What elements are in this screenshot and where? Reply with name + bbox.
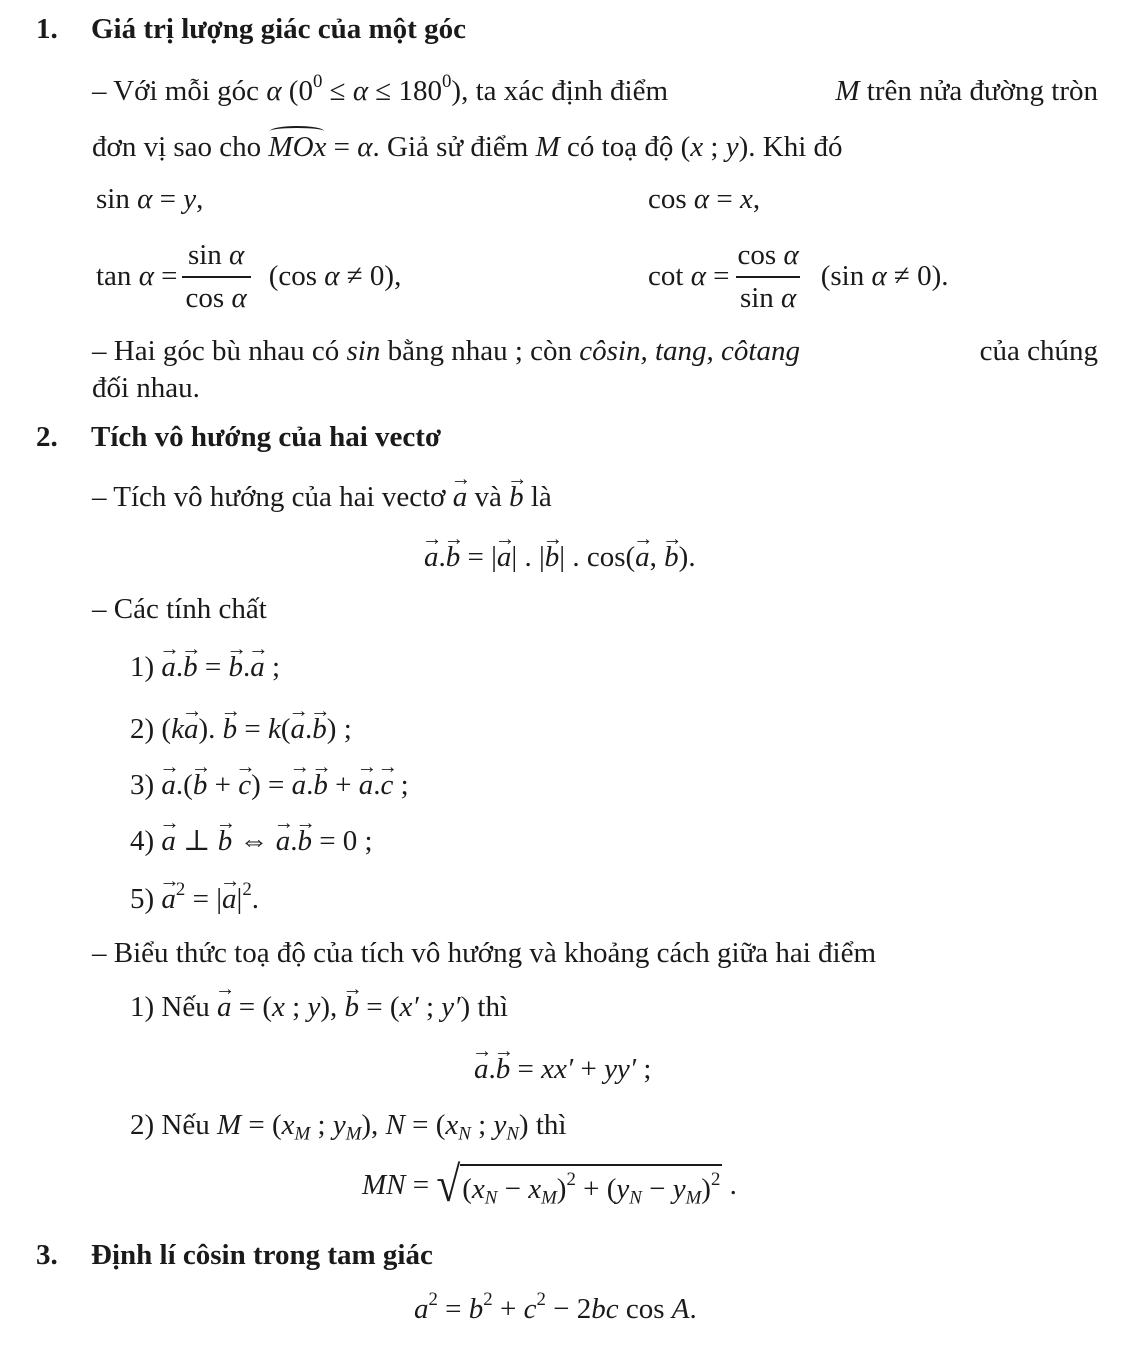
- cos-definition: cos α = x,: [648, 183, 761, 215]
- angle-mox: MOx: [268, 131, 327, 163]
- property-3: 3) → a.(→ b + → c) = → a.→ b + → a.→ c ;: [130, 768, 409, 803]
- property-5: $5) \to a^2$ = |→ $a|^2$.: [130, 882, 259, 917]
- coordinate-dot-product-formula: → a.→ b = xx′ + yy′ ;: [474, 1052, 651, 1087]
- dot-product-formula: → a.→ b = |→ a| . |→ b| . cos(→ a, → b).: [424, 540, 696, 575]
- supplementary-angles-note: – Hai góc bù nhau có sin bằng nhau ; còn côsin, tang, côtang của chúng đối nhau.: [92, 335, 1098, 404]
- section-2-heading: [36, 420, 441, 455]
- section-3-title: Định lí côsin trong tam giác: [91, 1239, 433, 1271]
- s1-paragraph-line-1: – Với mỗi góc α $(0^0 \le \alpha \le 180^0)$, ta xác định điểm M trên nửa đường tròn: [92, 70, 1098, 107]
- properties-label: – Các tính chất: [92, 593, 267, 625]
- law-of-cosines-formula: $a^2 = b^2 + c^2 - 2bc$ cos A.: [414, 1288, 697, 1325]
- property-2: 2) (k→ a). → b = k(→ a.→ b) ;: [130, 712, 352, 747]
- property-1: 1) → a.→ b = → b.→ a ;: [130, 650, 280, 685]
- cot-fraction: $\frac{\text{cos α}}{\text{sin α}}$: [737, 239, 799, 314]
- tan-definition: tan α = $\frac{\text{sin α}}{\text{cos α}}$ (cos α ≠ 0),: [96, 239, 402, 314]
- square-root: √ $(x_N - x_M)^2 + (y_N - y_M)^2$: [436, 1157, 721, 1213]
- section-1-title: Giá trị lượng giác của một góc: [91, 13, 466, 45]
- cot-definition: cot α = $\frac{\text{cos α}}{\text{sin α}}$ (sin α ≠ 0).: [648, 239, 949, 314]
- sin-definition: sin α = y,: [96, 183, 204, 215]
- section-1-heading: [36, 12, 466, 47]
- tan-fraction: $\frac{\text{sin α}}{\text{cos α}}$: [182, 238, 251, 316]
- coordinate-expression-label: – Biểu thức toạ độ của tích vô hướng và khoảng cách giữa hai điểm: [92, 937, 877, 969]
- section-2-title: Tích vô hướng của hai vectơ: [91, 421, 442, 453]
- property-4: 4) → a ⊥ → b ⇔ → a.→ b = 0 ;: [130, 824, 373, 859]
- section-1-number: 1.: [36, 13, 58, 45]
- section-3-number: 3.: [36, 1239, 58, 1271]
- section-2-number: 2.: [36, 421, 58, 453]
- distance-formula: MN = √ $(x_N - x_M)^2 + (y_N - y_M)^2$ .: [362, 1157, 737, 1213]
- section-3-heading: [36, 1238, 433, 1273]
- dot-product-definition-text: – Tích vô hướng của hai vectơ → a và → b là: [92, 480, 552, 515]
- coordinate-case-2: 2) Nếu $M = (x_M$ ; $y_M$), $N = (x_N$ ; $y_N$) thì: [130, 1109, 567, 1145]
- coordinate-case-1: 1) Nếu → a = (x ; y), → b = (x′ ; y′) thì: [130, 990, 508, 1025]
- s1-paragraph-line-2: đơn vị sao cho MOx = α. Giả sử điểm M có toạ độ (x ; y). Khi đó: [92, 131, 843, 163]
